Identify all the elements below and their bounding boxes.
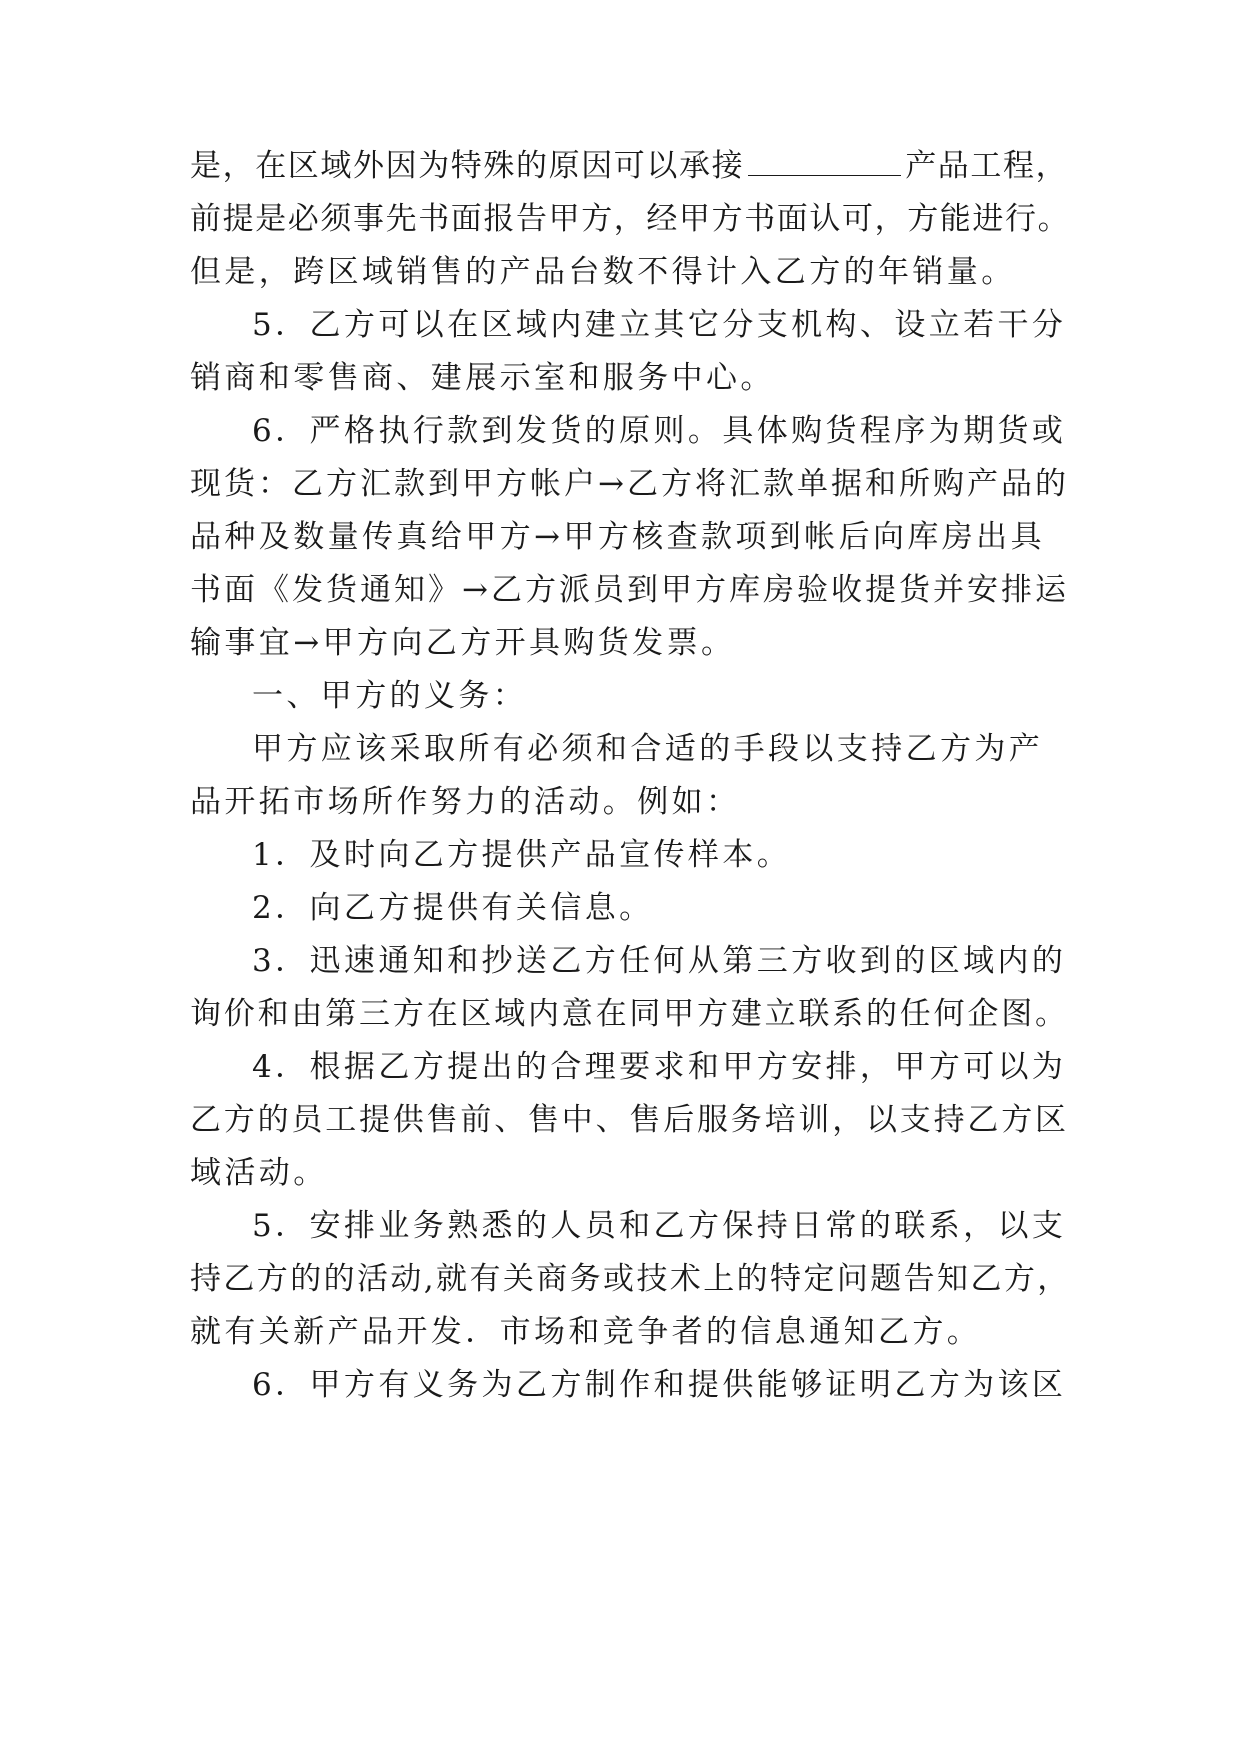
- text-line-4: 5．乙方可以在区域内建立其它分支机构、设立若干分: [252, 307, 1067, 343]
- text-line-21: 5．安排业务熟悉的人员和乙方保持日常的联系，以支: [252, 1208, 1067, 1244]
- text-line-20: 域活动。: [190, 1155, 328, 1191]
- text-line-22: 持乙方的的活动,就有关商务或技术上的特定问题告知乙方，: [190, 1261, 1071, 1297]
- text-line-1: [190, 136, 1070, 196]
- text-line-23: 就有关新产品开发．市场和竞争者的信息通知乙方。: [190, 1314, 982, 1350]
- text-line-24: 6．甲方有义务为乙方制作和提供能够证明乙方为该区: [252, 1367, 1067, 1403]
- text-line-7: 现货：乙方汇款到甲方帐户→乙方将汇款单据和所购产品的: [190, 466, 1069, 502]
- text-line-8: 品种及数量传真给甲方→甲方核查款项到帐后向库房出具: [190, 519, 1045, 555]
- text-line-17: 询价和由第三方在区域内意在同甲方建立联系的任何企图。: [190, 996, 1069, 1032]
- text-segment: 产品工程，: [905, 148, 1069, 184]
- text-line-19: 乙方的员工提供售前、售中、售后服务培训，以支持乙方区: [190, 1102, 1069, 1138]
- text-line-16: 3．迅速通知和抄送乙方任何从第三方收到的区域内的: [252, 943, 1067, 979]
- text-line-10: 输事宜→甲方向乙方开具购货发票。: [190, 625, 736, 661]
- text-line-15: 2．向乙方提供有关信息。: [252, 890, 654, 926]
- section-heading: 一、甲方的义务：: [252, 678, 528, 714]
- text-line-12: 甲方应该采取所有必须和合适的手段以支持乙方为产: [252, 731, 1044, 767]
- text-line-3: 但是，跨区域销售的产品台数不得计入乙方的年销量。: [190, 254, 1016, 290]
- text-line-6: 6．严格执行款到发货的原则。具体购货程序为期货或: [252, 413, 1067, 449]
- text-line-18: 4．根据乙方提出的合理要求和甲方安排，甲方可以为: [252, 1049, 1067, 1085]
- fill-in-blank: [748, 141, 901, 176]
- text-line-9: 书面《发货通知》→乙方派员到甲方库房验收提货并安排运: [190, 572, 1069, 608]
- text-line-13: 品开拓市场所作努力的活动。例如：: [190, 784, 741, 820]
- text-line-2: 前提是必须事先书面报告甲方，经甲方书面认可，方能进行。: [190, 201, 1071, 237]
- text-line-14: 1．及时向乙方提供产品宣传样本。: [252, 837, 792, 873]
- text-segment: 是，在区域外因为特殊的原因可以承接: [190, 148, 745, 184]
- text-line-5: 销商和零售商、建展示室和服务中心。: [190, 360, 775, 396]
